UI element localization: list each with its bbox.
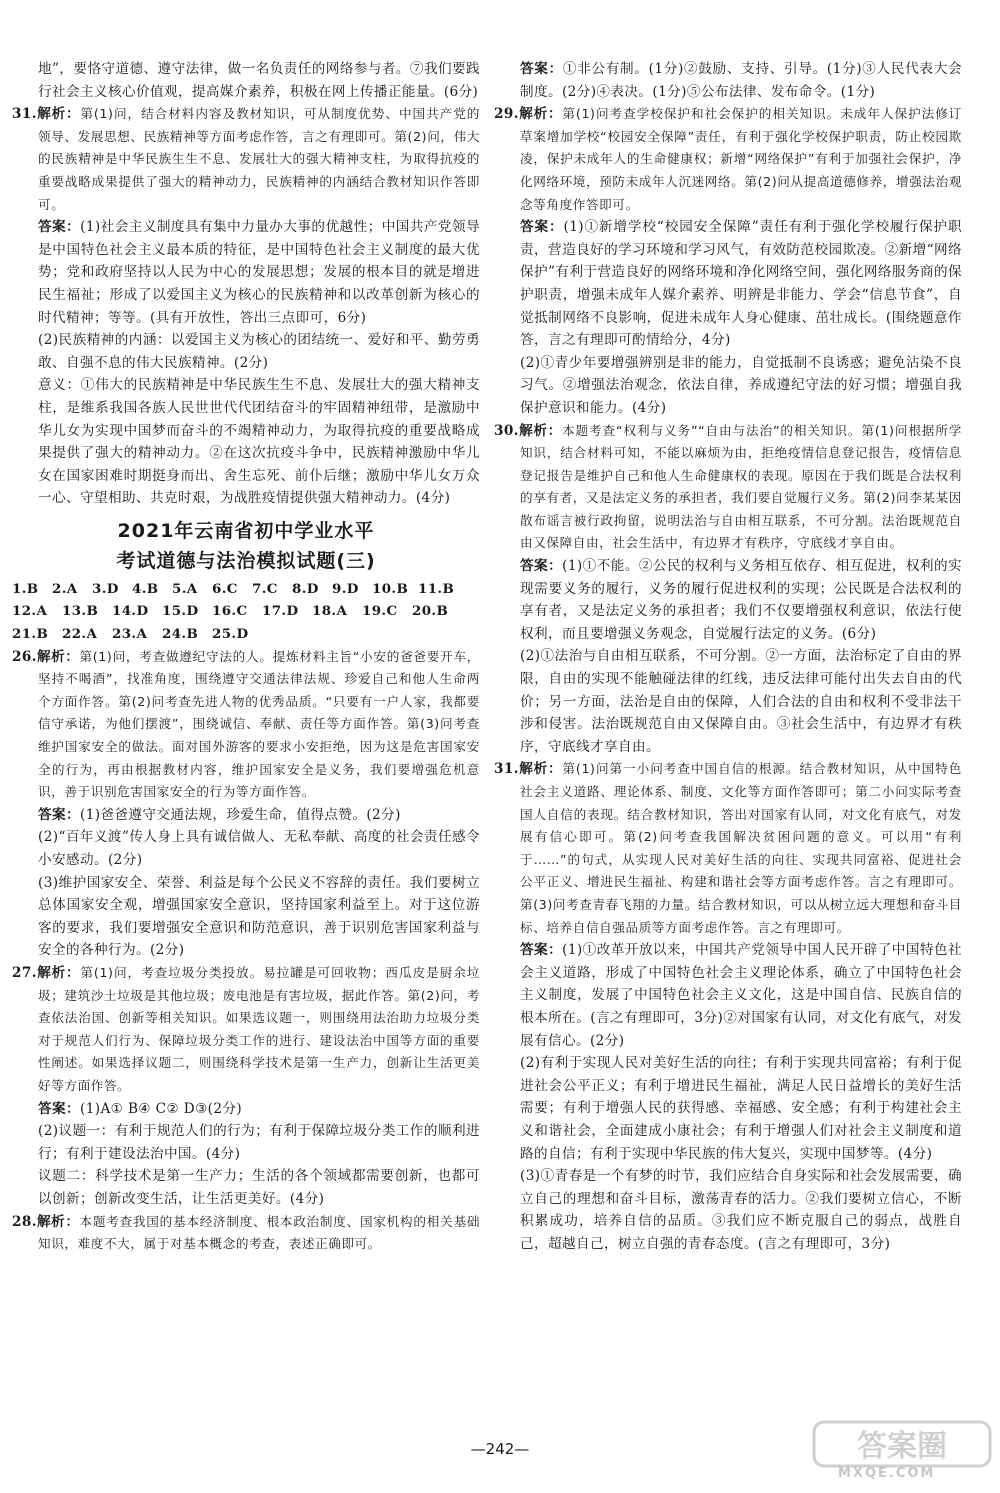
- question-31-answer-1-right: 答案：(1)①改革开放以来，中国共产党领导中国人民开辟了中国特色社会主义道路，形成了中国特色社会主义理论体系，确立了中国特色社会主义制度，发展了中国特色社会主义文化，这是中国自信、民族自信的根本所在。(言之有理即可，3分)②对国家有认同，对文化有底气，对发展有信心。(2分): [520, 942, 962, 1049]
- question-31-answer-2: (2)民族精神的内涵：以爱国主义为核心的团结统一、爱好和平、勤劳勇敢、自强不息的伟大民族精神。(2分): [38, 332, 480, 371]
- question-31-answer-2-right: (2)有利于实现人民对美好生活的向往；有利于实现共同富裕；有利于促进社会公平正义；有利于增进民生福祉，满足人民日益增长的美好生活需要；有利于增强人民的获得感、幸福感、安全感；有利于构建社会主义和谐社会，全面建成小康社会；有利于增强人们对社会主义制度和道路的自信；有利于实现中华民族的伟大复兴，实现中国梦等。(4分): [520, 1055, 962, 1162]
- section-title: 2021年云南省初中学业水平 考试道德与法治模拟试题(三): [116, 519, 376, 572]
- question-27-answer-1: 答案：(1)A① B④ C② D③(2分): [38, 1100, 243, 1117]
- question-26-answer-3: (3)维护国家安全、荣誉、利益是每个公民义不容辞的责任。我们要树立总体国家安全观，增强国家安全意识，坚持国家利益至上。对于这位游客的要求，我们要增强安全意识和防范意识，善于识别危害国家利益与安全的各种行为。(2分): [38, 874, 480, 959]
- question-26-analysis: 26.解析：第(1)问，考查做遵纪守法的人。提炼材料主旨“小安的爸爸要开车，坚持不喝酒”，找准角度，围绕遵守交通法律法规、珍爱自己和他人生命两个方面作答。第(2)问考查先进人物的优秀品质。“只要有一户人家，我都要信守承诺，为他们摆渡”，围绕诚信、奉献、责任等方面作答。第(3)问考查维护国家安全的做法。面对国外游客的要求小安拒绝，因为这是危害国家安全的行为，再由根据教材内容，维护国家安全是义务，我们要增强危机意识，善于识别危害国家安全的行为等方面作答。: [12, 648, 480, 800]
- question-26-answer-1: 答案：(1)爸爸遵守交通法规，珍爱生命，值得点赞。(2分): [38, 806, 401, 823]
- question-29-answer-1: 答案：(1)①新增学校“校园安全保障”责任有利于强化学校履行保护职责，营造良好的学习环境和学习风气，有效防范校园欺凌。②新增“网络保护”有利于营造良好的网络环境和净化网络空间，强化网络服务商的保护职责，增强未成年人媒介素养、明辨是非能力、学会“信息节食”，自觉抵制网络不良影响，促进未成年人身心健康、茁壮成长。(围绕题意作答，言之有理即可酌情给分，4分): [520, 219, 962, 349]
- question-30-analysis: 30.解析：本题考查“权利与义务”“自由与法治”的相关知识。第(1)问根据所学知识，结合材料可知，不能以麻烦为由，拒绝疫情信息登记报告，疫情信息登记报告是维护自己和他人生命健康权的表现。原因在于我们既是合法权利的享有者，又是法定义务的承担者，我们要自觉履行义务。第(2)问李某某因散布谣言被行政拘留，说明法治与自由相互联系，不可分割。法治既规范自由又保障自由，社会生活中，有边界才有秩序，守底线才享自由。: [494, 422, 962, 551]
- mc-answers-row-2: 12.A 13.B 14.D 15.D 16.C 17.D 18.A 19.C 20.B: [12, 603, 449, 620]
- question-31-answer-3: 意义：①伟大的民族精神是中华民族生生不息、发展壮大的强大精神支柱，是维系我国各族人民世世代代团结奋斗的牢固精神纽带，是激励中华儿女为实现中国梦而奋斗的不竭精神动力，为取得抗疫的重要战略成果提供了强大的精神动力。②在这次抗疫斗争中，民族精神激励中华儿女在国家困难时期挺身而出、舍生忘死、前仆后继；激励中华儿女万众一心、守望相助、共克时艰，为战胜疫情提供强大精神动力。(4分): [38, 377, 480, 507]
- question-31-answer-1: 答案：(1)社会主义制度具有集中力量办大事的优越性；中国共产党领导是中国特色社会主义最本质的特征，是中国特色社会主义制度的最大优势；党和政府坚持以人民为中心的发展思想；发展的根本目的就是增进民生福祉；形成了以爱国主义为核心的民族精神和以改革创新为核心的时代精神；等等。(具有开放性，答出三点即可，6分): [38, 219, 480, 326]
- mc-answers-row-3: 21.B 22.A 23.A 24.B 25.D: [12, 626, 249, 643]
- watermark-url: MXQE.COM: [838, 1466, 936, 1481]
- question-27-answer-3: 议题二：科学技术是第一生产力；生活的各个领域都需要创新，也都可以创新；创新改变生活，让生活更美好。(4分): [38, 1168, 480, 1207]
- question-30-answer-2: (2)①法治与自由相互联系，不可分割。②一方面，法治标定了自由的界限，自由的实现不能触碰法律的红线，违反法律可能付出失去自由的代价；另一方面，法治是自由的保障，人们合法的自由和权利不受非法干涉和侵害。法治既规范自由又保障自由。③社会生活中，有边界才有秩序，守底线才享自由。: [520, 648, 962, 755]
- question-27-answer-2: (2)议题一：有利于规范人们的行为；有利于保障垃圾分类工作的顺利进行；有利于建设法治中国。(4分): [38, 1123, 480, 1162]
- question-31-answer-3-right: (3)①青春是一个有梦的时节，我们应结合自身实际和社会发展需要，确立自己的理想和奋斗目标，激荡青春的活力。②我们要树立信心，不断积累成功，培养自信的品质。③我们应不断克服自己的弱点，战胜自己，超越自己，树立自强的青春态度。(言之有理即可，3分): [520, 1168, 962, 1252]
- mc-answers-row-1: 1.B 2.A 3.D 4.B 5.A 6.C 7.C 8.D 9.D 10.B 11.B: [12, 580, 455, 597]
- question-27-analysis: 27.解析：第(1)问，考查垃圾分类投放。易拉罐是可回收物；西瓜皮是厨余垃圾；建筑沙土垃圾是其他垃圾；废电池是有害垃圾，据此作答。第(2)问，考查依法治国、创新等相关知识。如果选议题一，则围绕用法治助力垃圾分类对于规范人们行为、保障垃圾分类工作的进行、建设法治中国等方面的重要性阐述。如果选择议题二，则围绕科学技术是第一生产力，创新让生活更美好等方面作答。: [12, 964, 480, 1093]
- left-column: [12, 58, 480, 1256]
- question-26-answer-2: (2)“百年义渡”传人身上具有诚信做人、无私奉献、高度的社会责任感令小安感动。(2分): [38, 829, 480, 868]
- question-29-analysis: 29.解析：第(1)问考查学校保护和社会保护的相关知识。未成年人保护法修订草案增加学校“校园安全保障”责任，有利于强化学校保护职责，防止校园欺凌，保护未成年人的生命健康权；新增“网络保护”有利于加强社会保护，净化网络环境，预防未成年人沉迷网络。第(2)问从提高道德修养，增强法治观念等角度作答即可。: [494, 106, 962, 212]
- watermark-logo-text: 答案圈: [857, 1429, 947, 1464]
- question-29-answer-2: (2)①青少年要增强辨别是非的能力，自觉抵制不良诱惑；避免沾染不良习气。②增强法治观念，依法自律，养成遵纪守法的好习惯；增强自我保护意识和能力。(4分): [520, 354, 962, 416]
- question-28-analysis: 28.解析：本题考查我国的基本经济制度、根本政治制度、国家机构的相关基础知识，难度不大，属于对基本概念的考查，表述正确即可。: [12, 1213, 481, 1252]
- paragraph-continued: 地”，要恪守道德、遵守法律，做一名负责任的网络参与者。⑦我们要践行社会主义核心价值观，提高媒介素养，积极在网上传播正能量。(6分): [38, 61, 480, 100]
- page-number: —242—: [470, 1440, 530, 1458]
- right-column: [494, 58, 962, 1255]
- question-31-analysis: 31.解析：第(1)问，结合材料内容及教材知识，可从制度优势、中国共产党的领导、发展思想、民族精神等方面考虑作答，言之有理即可。第(2)问，伟大的民族精神是中华民族生生不息、发展壮大的强大精神支柱，为取得抗疫的重要战略成果提供了强大的精神动力，民族精神的内涵结合教材知识作答即可。: [12, 106, 480, 212]
- question-30-answer-1: 答案：(1)①不能。②公民的权利与义务相互依存、相互促进，权利的实现需要义务的履行，义务的履行促进权利的实现；公民既是合法权利的享有者，又是法定义务的承担者；我们不仅要增强权利意识，依法行使权利，而且要增强义务观念，自觉履行法定的义务。(6分): [520, 558, 962, 642]
- question-31-analysis-right: 31.解析：第(1)问第一小问考查中国自信的根源。结合教材知识，从中国特色社会主义道路、理论体系、制度、文化等方面作答即可；第二小问实际考查国人自信的表现。结合教材知识，答出对国家有认同，对文化有底气，对发展有信心即可。第(2)问考查我国解决贫困问题的意义。可以用“有利于……”的句式，从实现人民对美好生活的向往、实现共同富裕、促进社会公平正义、增进民生福祉、构建和谐社会等方面考虑作答。言之有理即可。第(3)问考查青春飞翔的力量。结合教材知识，可以从树立远大理想和奋斗目标、培养自信自强品质等方面考虑作答。言之有理即可。: [494, 761, 962, 935]
- question-28-answer: 答案：①非公有制。(1分)②鼓励、支持、引导。(1分)③人民代表大会制度。(2分)④表决。(1分)⑤公布法律、发布命令。(1分): [520, 61, 962, 100]
